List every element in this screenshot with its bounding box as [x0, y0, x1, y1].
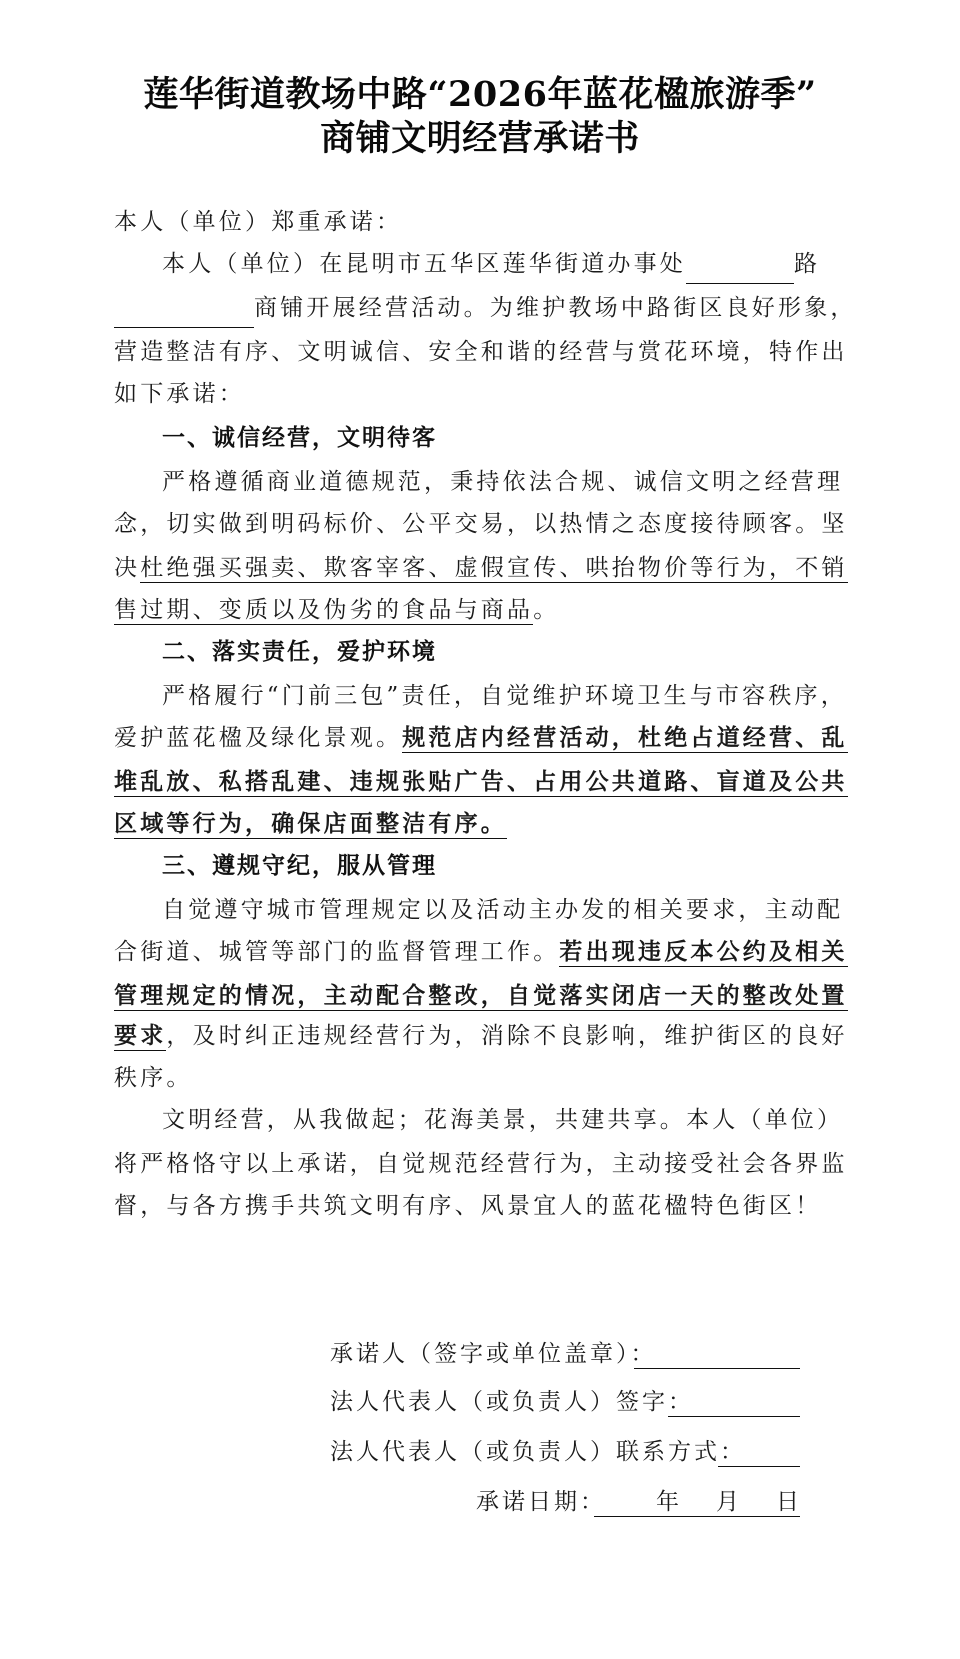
section-3-line-2 — [114, 932, 874, 972]
legal-rep-contact-line[interactable] — [718, 1466, 800, 1467]
section-2-line-3 — [114, 762, 874, 802]
promisor-signature-line[interactable] — [634, 1368, 800, 1369]
promise-date-line[interactable] — [594, 1516, 800, 1517]
section-1-line-3 — [114, 548, 874, 588]
section-3-line-5: 秩序。 — [114, 1065, 193, 1091]
road-name-blank[interactable] — [686, 257, 794, 284]
promisor-label: 承诺人（签字或单位盖章）： — [330, 1341, 657, 1367]
section-1-underlined-text: 售过期、变质以及伪劣的食品与商品 — [114, 597, 534, 623]
legal-rep-signature-line[interactable] — [668, 1416, 800, 1417]
section-2-underlined-text: 规范店内经营活动，杜绝占道经营、乱 — [402, 724, 848, 751]
promise-date-label: 承诺日期： — [476, 1489, 606, 1515]
intro-line-2 — [114, 288, 874, 328]
intro-line-3: 营造整洁有序、文明诚信、安全和谐的经营与赏花环境，特作出 — [114, 339, 848, 365]
intro-text: 本人（单位）在昆明市五华区莲华街道办事处 — [162, 251, 686, 277]
opening-statement: 本人（单位）郑重承诺： — [114, 209, 403, 235]
section-2-line-2 — [114, 718, 874, 758]
section-3-underlined-text: 管理规定的情况，主动配合整改，自觉落实闭店一天的整改处置 — [114, 982, 848, 1009]
section-3-line-4 — [114, 1016, 874, 1056]
section-1-line-1: 严格遵循商业道德规范，秉持依法合规、诚信文明之经营理 — [162, 469, 844, 495]
document-title-line-1: 莲华街道教场中路“2026年蓝花楹旅游季” — [143, 74, 817, 115]
section-1-text: 。 — [533, 597, 560, 623]
section-3-heading: 三、遵规守纪，服从管理 — [162, 853, 437, 879]
section-3-underlined-text: 要求 — [114, 1022, 167, 1049]
section-3-line-3 — [114, 976, 874, 1016]
closing-line-1: 文明经营，从我做起；花海美景，共建共享。本人（单位） — [162, 1107, 844, 1133]
section-2-heading: 二、落实责任，爱护环境 — [162, 639, 437, 665]
section-3-text: 合街道、城管等部门的监督管理工作。 — [114, 939, 560, 965]
section-2-underlined-text: 堆乱放、私搭乱建、违规张贴广告、占用公共道路、盲道及公共 — [114, 768, 848, 795]
intro-text: 商铺开展经营活动。为维护教场中路街区良好形象， — [254, 295, 857, 321]
document-title-line-2: 商铺文明经营承诺书 — [320, 118, 640, 159]
intro-line-1 — [162, 244, 874, 284]
shop-number-blank[interactable] — [114, 301, 254, 328]
intro-line-4: 如下承诺： — [114, 381, 245, 407]
date-day-label: 日 — [776, 1489, 802, 1515]
legal-rep-contact-label: 法人代表人（或负责人）联系方式： — [330, 1439, 746, 1465]
closing-line-2: 将严格恪守以上承诺，自觉规范经营行为，主动接受社会各界监 — [114, 1151, 848, 1177]
section-2-line-1: 严格履行“门前三包”责任，自觉维护环境卫生与市容秩序， — [162, 683, 847, 709]
section-2-line-4 — [114, 804, 874, 844]
section-3-underlined-text: 若出现违反本公约及相关 — [559, 938, 848, 965]
section-1-text: 决 — [114, 555, 141, 581]
date-month-label: 月 — [716, 1489, 742, 1515]
legal-rep-signature-label: 法人代表人（或负责人）签字： — [330, 1389, 694, 1415]
date-year-label: 年 — [656, 1489, 682, 1515]
section-2-underlined-text: 区域等行为，确保店面整洁有序。 — [114, 810, 507, 837]
section-2-text: 爱护蓝花楹及绿化景观。 — [114, 725, 403, 751]
section-1-underlined-text: 杜绝强买强卖、欺客宰客、虚假宣传、哄抬物价等行为，不销 — [140, 555, 848, 581]
road-suffix: 路 — [794, 251, 821, 277]
section-3-line-1: 自觉遵守城市管理规定以及活动主办发的相关要求，主动配 — [162, 897, 844, 923]
closing-line-3: 督，与各方携手共筑文明有序、风景宜人的蓝花楹特色街区！ — [114, 1193, 822, 1219]
section-1-line-2: 念，切实做到明码标价、公平交易，以热情之态度接待顾客。坚 — [114, 511, 848, 537]
section-1-line-4 — [114, 590, 874, 630]
section-3-text: ，及时纠正违规经营行为，消除不良影响，维护街区的良好 — [166, 1023, 848, 1049]
section-1-heading: 一、诚信经营，文明待客 — [162, 425, 437, 451]
